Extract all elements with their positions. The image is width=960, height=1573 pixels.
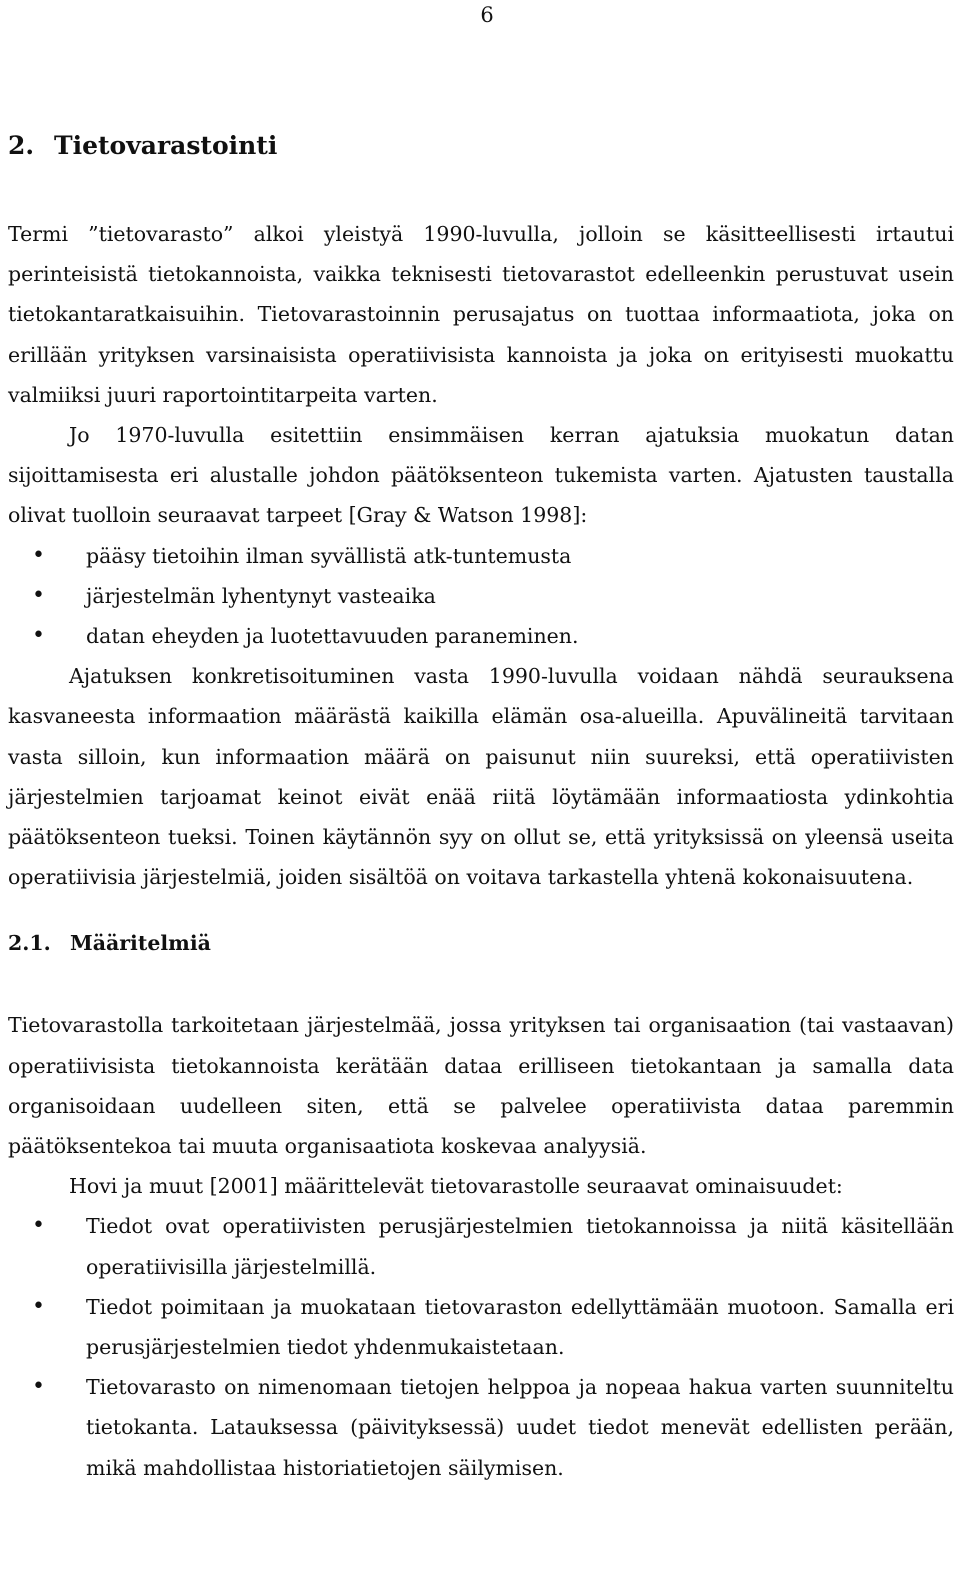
- paragraph-definition: Tietovarastolla tarkoitetaan järjestelmää, jossa yrityksen tai organisaation (tai vastaavan) operatiivisista tietokannoista kerätään dataa erilliseen tietokantaan ja samalla data organisoidaan uudelleen siten, että se palvelee operatiivista dataa paremmin päätöksentekoa tai muuta organisaatiota koskevaa analyysiä.: [8, 1013, 954, 1159]
- subsection-heading: [8, 923, 954, 963]
- needs-list: [8, 536, 954, 657]
- section-number: 2.: [8, 131, 35, 160]
- list-item: • pääsy tietoihin ilman syvällistä atk-tuntemusta: [8, 536, 954, 576]
- subsection-title: Määritelmiä: [70, 931, 211, 956]
- spacer: [8, 166, 954, 214]
- list-item: • datan eheyden ja luotettavuuden paraneminen.: [8, 616, 954, 656]
- section-title: Tietovarastointi: [54, 131, 278, 160]
- properties-list: [8, 1206, 954, 1487]
- paragraph-properties-intro: Hovi ja muut [2001] määrittelevät tietovarastolle seuraavat ominaisuudet:: [69, 1174, 843, 1199]
- paragraph-history: Jo 1970-luvulla esitettiin ensimmäisen kerran ajatuksia muokatun datan sijoittamisesta eri alustalle johdon päätöksenteon tukemista varten. Ajatusten taustalla olivat tuolloin seuraavat tarpeet [Gray & Watson 1998]:: [8, 423, 954, 528]
- list-item: • järjestelmän lyhentynyt vasteaika: [8, 576, 954, 616]
- subsection-number: 2.1.: [8, 931, 51, 956]
- list-item: • Tiedot ovat operatiivisten perusjärjestelmien tietokannoissa ja niitä käsitellään operatiivisilla järjestelmillä.: [8, 1206, 954, 1286]
- paragraph-concretization: Ajatuksen konkretisoituminen vasta 1990-luvulla voidaan nähdä seurauksena kasvaneesta informaation määrästä kaikilla elämän osa-alueilla. Apuvälineitä tarvitaan vasta silloin, kun informaation määrä on paisunut niin suureksi, että operatiivisten järjestelmien tarjoamat keinot eivät enää riitä löytämään informaatiosta ydinkohtia päätöksenteon tueksi. Toinen käytännön syy on ollut se, että yrityksissä on yleensä useita operatiivisia järjestelmiä, joiden sisältöä on voitava tarkastella yhtenä kokonaisuutena.: [8, 664, 954, 890]
- list-item: • Tietovarasto on nimenomaan tietojen helppoa ja nopeaa hakua varten suunniteltu tietokanta. Latauksessa (päivityksessä) uudet tiedot menevät edellisten perään, mikä mahdollistaa historiatietojen säilymisen.: [8, 1367, 954, 1488]
- spacer: [8, 963, 954, 1005]
- page-content: [8, 126, 954, 1488]
- page-number: 6: [480, 3, 494, 27]
- section-heading: [8, 126, 954, 166]
- spacer: [8, 897, 954, 923]
- list-item: • Tiedot poimitaan ja muokataan tietovaraston edellyttämään muotoon. Samalla eri perusjärjestelmien tiedot yhdenmukaistetaan.: [8, 1287, 954, 1367]
- paragraph-intro: Termi ”tietovarasto” alkoi yleistyä 1990-luvulla, jolloin se käsitteellisesti irtautui perinteisistä tietokannoista, vaikka teknisesti tietovarastot edelleenkin perustuvat usein tietokantaratkaisuihin. Tietovarastoinnin perusajatus on tuottaa informaatiota, joka on erillään yrityksen varsinaisista operatiivisista kannoista ja joka on erityisesti muokattu valmiiksi juuri raportointitarpeita varten.: [8, 222, 954, 407]
